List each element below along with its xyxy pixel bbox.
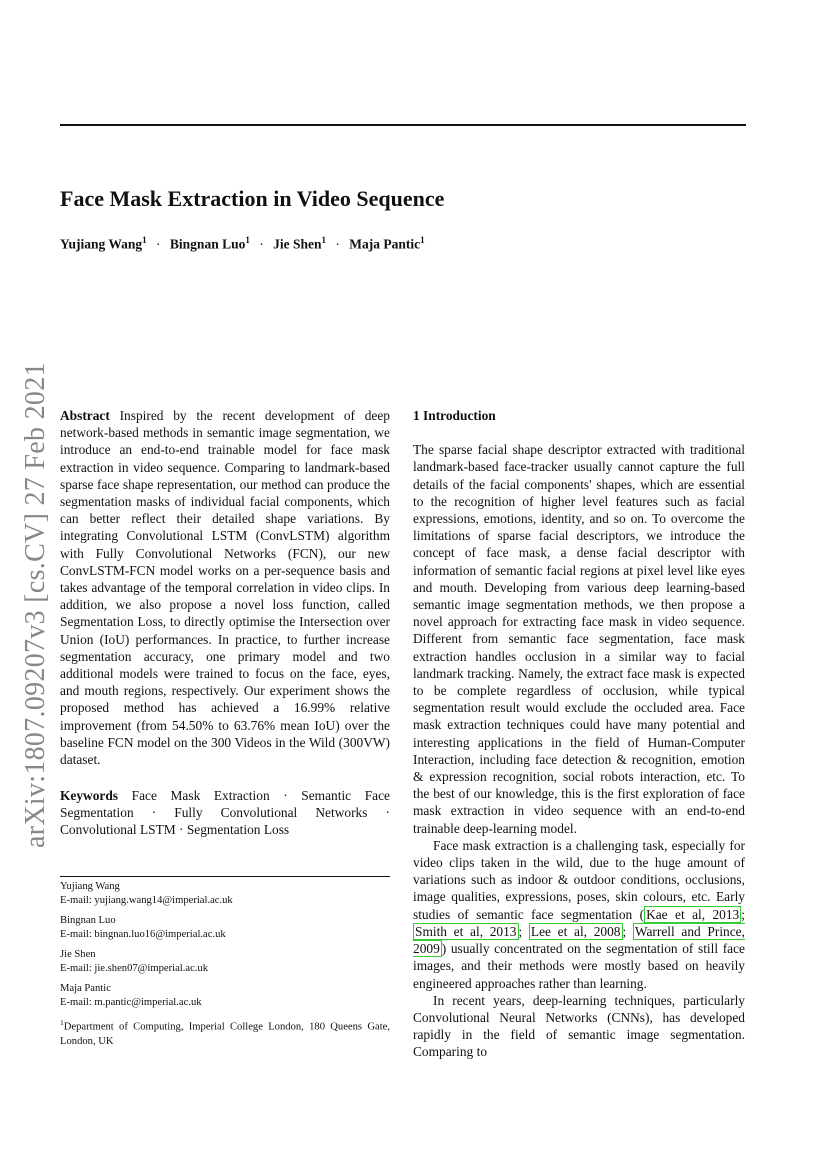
introduction-column (413, 407, 745, 1061)
author-name: Bingnan Luo (169, 236, 246, 252)
citation-link[interactable]: Lee et al, 2008 (530, 923, 621, 939)
affiliation-mark: 1 (60, 1018, 64, 1027)
paper-title: Face Mask Extraction in Video Sequence (60, 186, 445, 211)
contact-name: Maja Pantic (60, 983, 111, 994)
citation-link[interactable]: Warrell and Prince, 2009 (413, 923, 745, 957)
section-heading-introduction: 1 Introduction (413, 408, 496, 423)
author-separator: · (335, 236, 340, 252)
citation-link[interactable]: Smith et al, 2013 (415, 923, 517, 939)
affiliation-footnote (60, 1016, 390, 1049)
author-name: Maja Pantic (349, 236, 421, 252)
contact-email: E-mail: jie.shen07@imperial.ac.uk (60, 963, 209, 974)
paragraph-text: Face mask extraction is a challenging task, especially for video clips taken in the wild, due to the huge amount of variations such as indoor & outdoor conditions, occlusions, image qualities, expressions, poses, skin colours, etc. Early studies of semantic face segmentation ( (413, 837, 745, 922)
affiliation-text: Department of Computing, Imperial College London, 180 Queens Gate, London, UK (60, 1021, 390, 1047)
citation-link[interactable]: Kae et al, 2013 (646, 906, 740, 922)
arxiv-identifier: arXiv:1807.09207v3 [cs.CV] 27 Feb 2021 (20, 362, 51, 848)
paragraph-text: ) usually concentrated on the segmentation of still face images, and their methods were mostly based on heavily engineered approaches rather than learning. (413, 941, 745, 991)
author-separator: · (156, 236, 161, 252)
contact-name: Jie Shen (60, 949, 96, 960)
author-affiliation-mark: 1 (245, 235, 250, 245)
contact-entry (60, 948, 390, 976)
keywords (60, 787, 390, 839)
contact-entry (60, 982, 390, 1010)
keywords-text: Face Mask Extraction · Semantic Face Segmentation · Fully Convolutional Networks · Convolutional LSTM · Segmentation Loss (60, 788, 390, 838)
author-name: Jie Shen (273, 236, 322, 252)
intro-paragraph-2: Face mask extraction is a challenging task, especially for video clips taken in the wild, due to the huge amount of variations such as indoor & outdoor conditions, occlusions, image qualities, expressions, poses, skin colours, etc. Early studies of semantic face segmentation ( Kae et al, 2013 ; Smith et al, 2013 ; Lee et al, 2008 ; Warrell and Prince, 2009 ) usually concentrated on the segmentation of still face images, and their methods were mostly based on heavily engineered approaches rather than learning. (413, 837, 745, 991)
keywords-label: Keywords (60, 788, 119, 803)
intro-paragraph-1: The sparse facial shape descriptor extracted with traditional landmark-based face-tracker usually cannot capture the full details of the facial components' shapes, which are essential to the recognition of higher level features such as facial expressions, emotions, identity, and so on. To overcome the limitations of sparse facial descriptors, we introduce the concept of face mask, a dense facial descriptor with information of semantic facial regions at pixel level like eyes and mouth. Developing from various deep learning-based semantic image segmentation methods, we then propose a novel approach for extracting face mask in video sequence. Different from semantic face segmentation, face mask extraction handles occlusion in a similar way to facial landmark tracking. Namely, the extract face mask is expected to be complete regardless of occlusion, while typical segmentation result would exclude the occluded area. Face mask extraction techniques could have many potential and interesting applications in the field of Human-Computer Interaction, including face detection & recognition, emotion & expression recognition, social robots interaction, etc. To the best of our knowledge, this is the first exploration of face mask extraction in video sequence with an end-to-end trainable deep-learning model. (413, 442, 745, 836)
footnote-rule (60, 876, 390, 877)
author-affiliation-mark: 1 (321, 235, 326, 245)
author-list (60, 235, 425, 253)
contact-entry (60, 914, 390, 942)
abstract (60, 407, 390, 768)
top-rule (60, 124, 746, 126)
intro-paragraph-3: In recent years, deep-learning techniques, particularly Convolutional Neural Networks (CNNs), has developed rapidly in the field of semantic image segmentation. Comparing to (413, 992, 745, 1060)
abstract-label: Abstract (60, 408, 110, 423)
contact-name: Bingnan Luo (60, 915, 116, 926)
contact-email: E-mail: m.pantic@imperial.ac.uk (60, 997, 202, 1008)
contact-entry (60, 880, 390, 908)
contact-email: E-mail: yujiang.wang14@imperial.ac.uk (60, 895, 233, 906)
contact-name: Yujiang Wang (60, 881, 120, 892)
author-name: Yujiang Wang (60, 236, 143, 252)
footnotes (60, 880, 390, 1049)
author-affiliation-mark: 1 (420, 235, 425, 245)
abstract-text: Inspired by the recent development of deep network-based methods in semantic image segmentation, we introduce an end-to-end trainable model for face mask extraction in video sequence. Comparing to landmark-based sparse face shape representation, our method can produce the segmentation masks of individual facial components, which can better reflect their detailed shape variations. By integrating Convolutional LSTM (ConvLSTM) algorithm with Fully Convolutional Networks (FCN), our new ConvLSTM-FCN model works on a per-sequence basis and takes advantage of the temporal correlation in video clips. In addition, we also propose a novel loss function, called Segmentation Loss, to directly optimise the Intersection over Union (IoU) performances. In practice, to further increase segmentation accuracy, one primary model and two additional models were trained to focus on the face, eyes, and mouth regions, respectively. Our experiment shows the proposed method has achieved a 16.99% relative improvement (from 54.50% to 63.76% mean IoU) over the baseline FCN model on the 300 Videos in the Wild (300VW) dataset. (60, 408, 390, 768)
contact-email: E-mail: bingnan.luo16@imperial.ac.uk (60, 929, 226, 940)
author-affiliation-mark: 1 (142, 235, 147, 245)
author-separator: · (259, 236, 264, 252)
